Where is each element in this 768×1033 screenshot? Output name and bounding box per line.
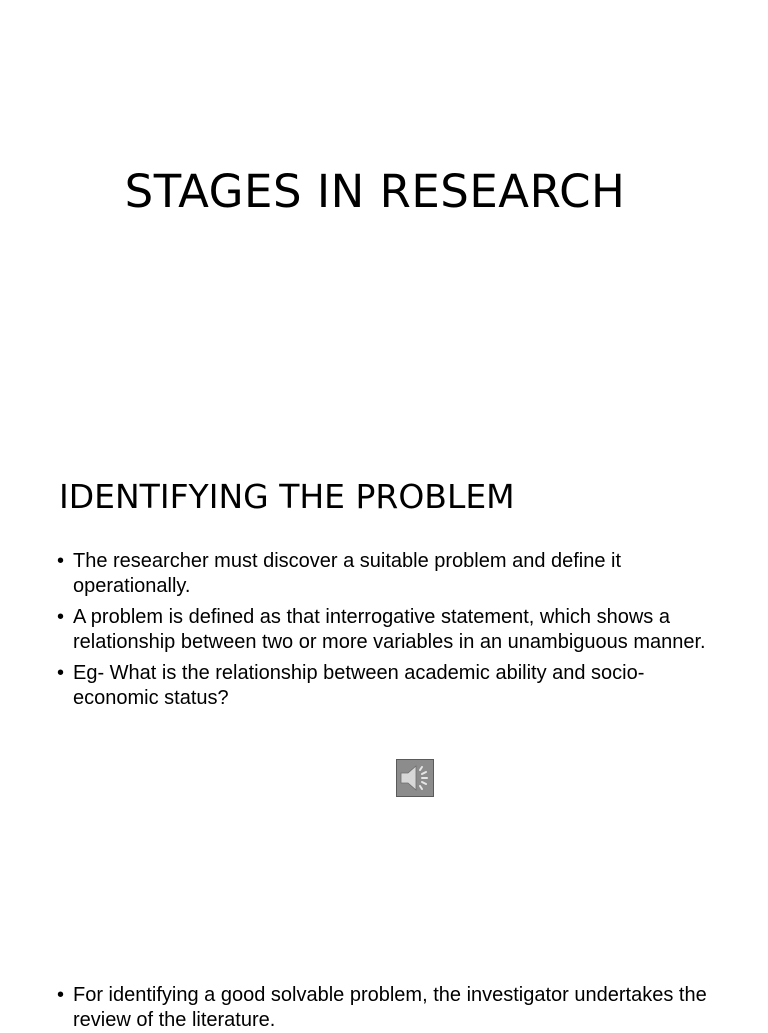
bullet-item: • The researcher must discover a suitable problem and define it operationally. <box>57 549 707 599</box>
bullet-list <box>57 549 707 717</box>
bullet-item: • For identifying a good solvable problem, the investigator undertakes the review of the literature. <box>57 983 717 1033</box>
speaker-icon[interactable] <box>396 759 434 797</box>
bullet-item: • Eg- What is the relationship between academic ability and socio-economic status? <box>57 661 707 711</box>
section-heading: IDENTIFYING THE PROBLEM <box>59 477 515 516</box>
slide-title: STAGES IN RESEARCH <box>124 165 626 218</box>
bullet-list-continued <box>57 983 717 1033</box>
bullet-item: • A problem is defined as that interrogative statement, which shows a relationship between two or more variables in an unambiguous manner. <box>57 605 707 655</box>
